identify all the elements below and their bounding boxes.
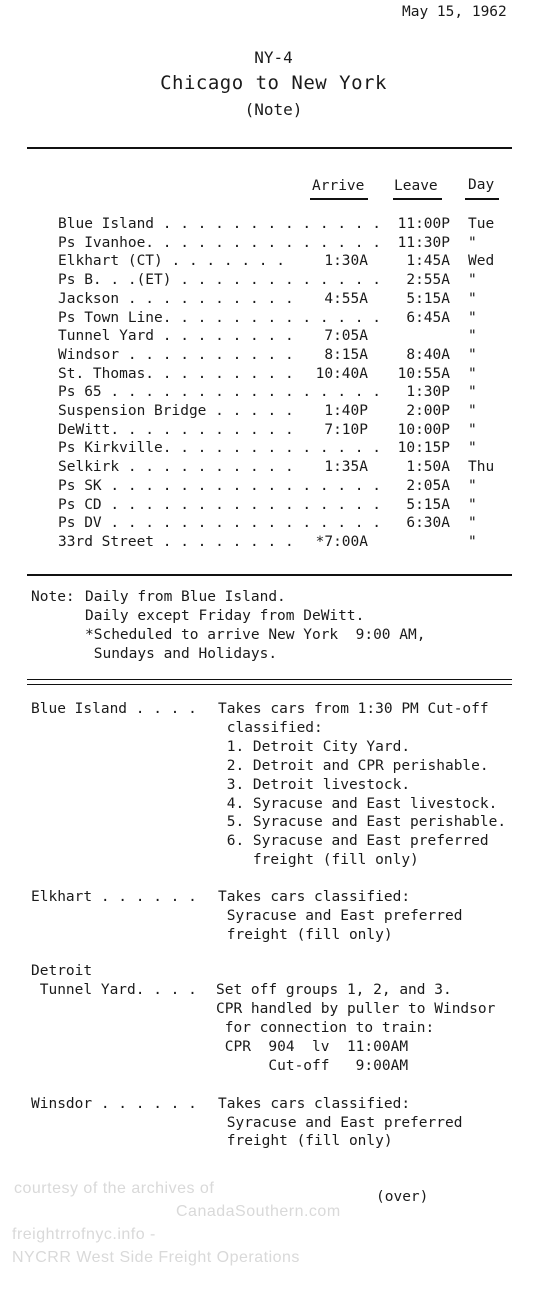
instruction-line: 3. Detroit livestock. xyxy=(218,777,411,793)
station-name: St. Thomas. . . . . . . . . xyxy=(58,366,294,382)
station-name: Windsor . . . . . . . . . . xyxy=(58,347,294,363)
day-value: " xyxy=(468,235,477,251)
day-underline xyxy=(465,198,499,200)
day-value: " xyxy=(468,403,477,419)
day-value: Wed xyxy=(468,253,495,269)
arrive-time: 10:40A xyxy=(315,366,368,382)
leave-time: 2:05A xyxy=(406,478,450,494)
instruction-label-elkhart: Elkhart . . . . . . xyxy=(31,889,197,905)
day-value: " xyxy=(468,347,477,363)
leave-time: 6:45A xyxy=(406,310,450,326)
instruction-line: freight (fill only) xyxy=(218,927,393,943)
instruction-label-windsor: Winsdor . . . . . . xyxy=(31,1096,197,1112)
leave-time: 1:45A xyxy=(406,253,450,269)
column-leave: Leave xyxy=(394,178,438,194)
instruction-line: Set off groups 1, 2, and 3. xyxy=(216,982,452,998)
leave-time: 10:55A xyxy=(397,366,450,382)
column-arrive: Arrive xyxy=(312,178,365,194)
leave-time: 11:00P xyxy=(397,216,450,232)
leave-time: 2:00P xyxy=(406,403,450,419)
arrive-time: 1:35A xyxy=(324,459,368,475)
instruction-label-blue-island: Blue Island . . . . xyxy=(31,701,197,717)
arrive-time: 8:15A xyxy=(324,347,368,363)
leave-time: 1:50A xyxy=(406,459,450,475)
over-indicator: (over) xyxy=(376,1189,429,1205)
document-date: May 15, 1962 xyxy=(402,4,507,20)
leave-time: 5:15A xyxy=(406,291,450,307)
instruction-line: 2. Detroit and CPR perishable. xyxy=(218,758,489,774)
instruction-label-tunnel-yard: Tunnel Yard. . . . xyxy=(31,982,197,998)
station-name: 33rd Street . . . . . . . . xyxy=(58,534,294,550)
station-name: Ps Ivanhoe. . . . . . . . . . . . . . xyxy=(58,235,382,251)
instruction-line: Takes cars classified: xyxy=(218,889,411,905)
station-name: Ps SK . . . . . . . . . . . . . . . . xyxy=(58,478,382,494)
leave-time: 6:30A xyxy=(406,515,450,531)
column-day: Day xyxy=(468,177,495,193)
day-value: " xyxy=(468,384,477,400)
divider-double-2 xyxy=(27,684,512,685)
divider-top xyxy=(27,147,512,149)
leave-time: 10:00P xyxy=(397,422,450,438)
day-value: " xyxy=(468,366,477,382)
station-name: Suspension Bridge . . . . . xyxy=(58,403,294,419)
day-value: " xyxy=(468,291,477,307)
note-line: Daily except Friday from DeWitt. xyxy=(85,608,365,624)
instruction-line: CPR handled by puller to Windsor xyxy=(216,1001,496,1017)
station-name: Jackson . . . . . . . . . . xyxy=(58,291,294,307)
instruction-line: Takes cars from 1:30 PM Cut-off xyxy=(218,701,489,717)
day-value: " xyxy=(468,440,477,456)
route-title: Chicago to New York xyxy=(160,72,387,94)
day-value: " xyxy=(468,497,477,513)
watermark-line: CanadaSouthern.com xyxy=(176,1203,341,1220)
divider-double-1 xyxy=(27,679,512,680)
instruction-line: 4. Syracuse and East livestock. xyxy=(218,796,498,812)
station-name: Selkirk . . . . . . . . . . xyxy=(58,459,294,475)
day-value: Thu xyxy=(468,459,495,475)
day-value: " xyxy=(468,534,477,550)
station-name: Blue Island . . . . . . . . . . . . . xyxy=(58,216,382,232)
arrive-time: 4:55A xyxy=(324,291,368,307)
instruction-line: Cut-off 9:00AM xyxy=(216,1058,409,1074)
day-value: " xyxy=(468,478,477,494)
instruction-line: Takes cars classified: xyxy=(218,1096,411,1112)
station-name: Ps CD . . . . . . . . . . . . . . . . xyxy=(58,497,382,513)
day-value: " xyxy=(468,515,477,531)
station-name: Ps 65 . . . . . . . . . . . . . . . . xyxy=(58,384,382,400)
station-name: Ps Town Line. . . . . . . . . . . . . xyxy=(58,310,382,326)
leave-time: 5:15A xyxy=(406,497,450,513)
leave-time: 8:40A xyxy=(406,347,450,363)
day-value: " xyxy=(468,272,477,288)
instruction-label-detroit: Detroit xyxy=(31,963,93,979)
instruction-line: for connection to train: xyxy=(216,1020,435,1036)
day-value: " xyxy=(468,422,477,438)
station-name: Ps Kirkville. . . . . . . . . . . . . xyxy=(58,440,382,456)
arrive-underline xyxy=(310,198,368,200)
note-line: Daily from Blue Island. xyxy=(85,589,286,605)
day-value: Tue xyxy=(468,216,495,232)
arrive-time: *7:00A xyxy=(315,534,368,550)
instruction-line: CPR 904 lv 11:00AM xyxy=(216,1039,409,1055)
station-name: Ps DV . . . . . . . . . . . . . . . . xyxy=(58,515,382,531)
instruction-line: 1. Detroit City Yard. xyxy=(218,739,411,755)
watermark-line: freightrrofnyc.info - xyxy=(12,1226,156,1243)
arrive-time: 1:30A xyxy=(324,253,368,269)
leave-time: 2:55A xyxy=(406,272,450,288)
watermark-line: NYCRR West Side Freight Operations xyxy=(12,1249,300,1266)
instruction-line: 6. Syracuse and East preferred xyxy=(218,833,489,849)
instruction-line: Syracuse and East preferred xyxy=(218,1115,463,1131)
note-line: Sundays and Holidays. xyxy=(85,646,278,662)
instruction-line: classified: xyxy=(218,720,323,736)
leave-time: 10:15P xyxy=(397,440,450,456)
day-value: " xyxy=(468,328,477,344)
station-name: Elkhart (CT) . . . . . . . xyxy=(58,253,285,269)
leave-underline xyxy=(393,198,442,200)
note-reference: (Note) xyxy=(244,100,303,119)
train-number: NY-4 xyxy=(254,48,293,67)
arrive-time: 7:10P xyxy=(324,422,368,438)
arrive-time: 1:40P xyxy=(324,403,368,419)
station-name: DeWitt. . . . . . . . . . . xyxy=(58,422,294,438)
station-name: Tunnel Yard . . . . . . . . xyxy=(58,328,294,344)
watermark-line: courtesy of the archives of xyxy=(14,1180,215,1197)
divider-notes xyxy=(27,574,512,576)
instruction-line: freight (fill only) xyxy=(218,852,419,868)
instruction-line: freight (fill only) xyxy=(218,1133,393,1149)
day-value: " xyxy=(468,310,477,326)
note-line: *Scheduled to arrive New York 9:00 AM, xyxy=(85,627,426,643)
station-name: Ps B. . .(ET) . . . . . . . . . . . . xyxy=(58,272,382,288)
leave-time: 11:30P xyxy=(397,235,450,251)
notes-label: Note: xyxy=(31,589,75,605)
arrive-time: 7:05A xyxy=(324,328,368,344)
instruction-line: Syracuse and East preferred xyxy=(218,908,463,924)
instruction-line: 5. Syracuse and East perishable. xyxy=(218,814,507,830)
leave-time: 1:30P xyxy=(406,384,450,400)
